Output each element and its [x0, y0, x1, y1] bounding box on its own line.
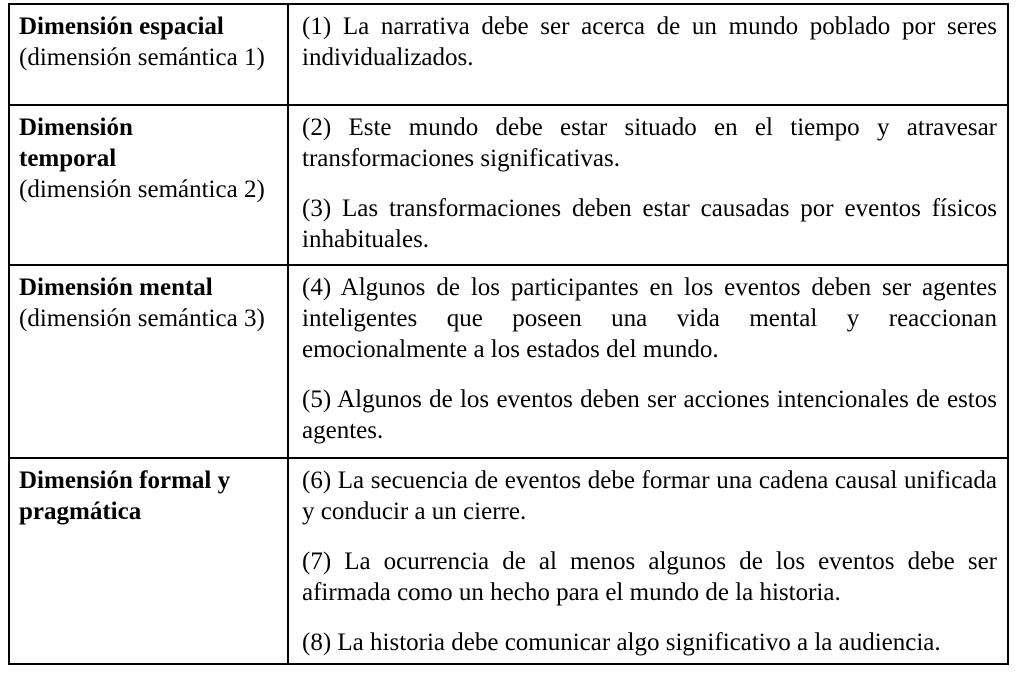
- narrative-dimensions-table: [8, 3, 1009, 665]
- criterion-8: (8) La historia debe comunicar algo significativo a la audiencia.: [302, 629, 941, 656]
- dimension-cell: [9, 458, 288, 664]
- table-row: [9, 4, 1008, 105]
- criterion-2: (2) Este mundo debe estar situado en el tiempo y atravesar transformaciones significativas.: [302, 114, 997, 172]
- criteria-cell: [288, 458, 1008, 664]
- criteria-cell: [288, 4, 1008, 105]
- table-row: [9, 458, 1008, 664]
- criterion-6: (6) La secuencia de eventos debe formar una cadena causal unificada y conducir a un cierre.: [302, 467, 997, 525]
- dimension-cell: [9, 4, 288, 105]
- table-row: [9, 265, 1008, 458]
- dimension-subtitle: (dimensión semántica 1): [19, 44, 265, 71]
- criterion-1: (1) La narrativa debe ser acerca de un mundo poblado por seres individualizados.: [302, 13, 997, 71]
- criterion-5: (5) Algunos de los eventos deben ser acciones intencionales de estos agentes.: [302, 386, 997, 444]
- criterion-3: (3) Las transformaciones deben estar causadas por eventos físicos inhabituales.: [302, 195, 997, 253]
- dimension-title: Dimensión espacial: [19, 13, 224, 40]
- table-row: [9, 105, 1008, 265]
- dimension-title: Dimensión mental: [19, 274, 213, 301]
- dimension-cell: [9, 265, 288, 458]
- dimension-cell: [9, 105, 288, 265]
- dimension-subtitle: (dimensión semántica 2): [19, 176, 265, 203]
- criteria-cell: [288, 105, 1008, 265]
- dimension-title: Dimensión temporal: [19, 114, 133, 172]
- dimension-title: Dimensión formal y pragmática: [19, 467, 231, 525]
- criteria-cell: [288, 265, 1008, 458]
- dimension-subtitle: (dimensión semántica 3): [19, 305, 265, 332]
- criterion-4: (4) Algunos de los participantes en los eventos deben ser agentes inteligentes que poseen una vida mental y reaccionan emocionalmente a los estados del mundo.: [302, 274, 997, 363]
- criterion-7: (7) La ocurrencia de al menos algunos de los eventos debe ser afirmada como un hecho para el mundo de la historia.: [302, 548, 997, 606]
